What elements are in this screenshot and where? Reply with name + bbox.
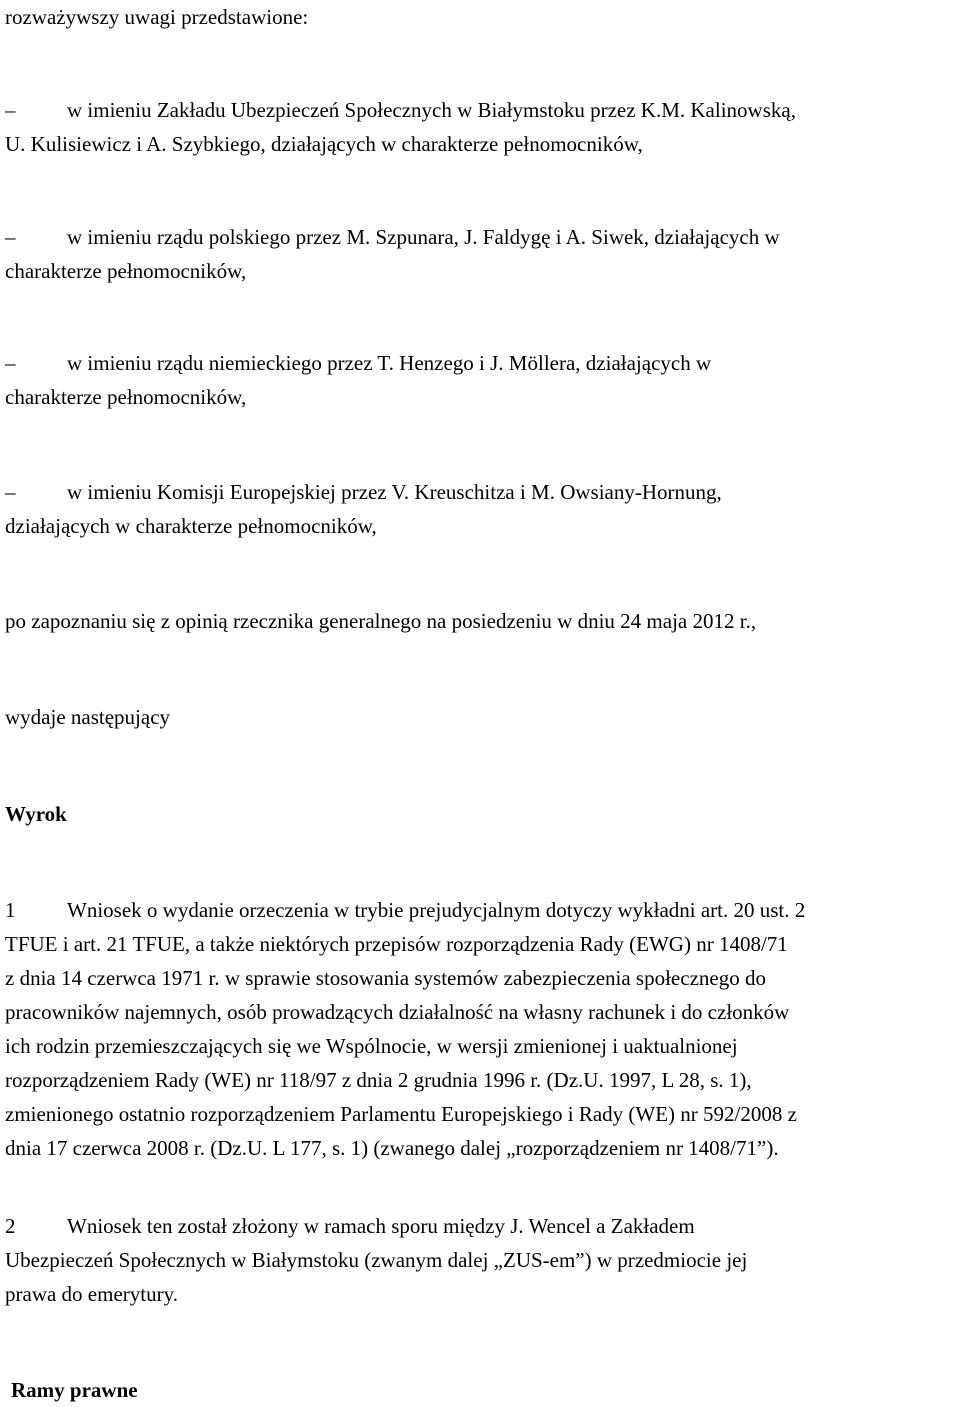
legal-framework-heading: Ramy prawne (11, 1378, 138, 1402)
paragraph-line: Ubezpieczeń Społecznych w Białymstoku (zwanym dalej „ZUS‑em”) w przedmiocie jej (5, 1248, 748, 1272)
document-page (5, 0, 957, 1406)
paragraph-1 (5, 893, 957, 1165)
paragraph-line: prawa do emerytury. (5, 1282, 178, 1306)
paragraph-line: rozporządzeniem Rady (WE) nr 118/97 z dnia 2 grudnia 1996 r. (Dz.U. 1997, L 28, s. 1), (5, 1068, 752, 1092)
paragraph-line: dnia 17 czerwca 2008 r. (Dz.U. L 177, s. 1) (zwanego dalej „rozporządzeniem nr 1408/71”). (5, 1136, 779, 1160)
paragraph-number: 1 (5, 898, 16, 922)
paragraph-2 (5, 1209, 957, 1311)
dash-bullet: – (5, 480, 16, 504)
representation-line: w imieniu rządu polskiego przez M. Szpunara, J. Faldygę i A. Siwek, działających w (67, 225, 780, 249)
paragraph-line: ich rodzin przemieszczających się we Wspólnocie, w wersji zmienionej i uaktualnionej (5, 1034, 738, 1058)
judgment-heading: Wyrok (5, 802, 67, 826)
representation-item (5, 93, 957, 161)
representation-item (5, 220, 957, 288)
ag-opinion-text: po zapoznaniu się z opinią rzecznika generalnego na posiedzeniu w dniu 24 maja 2012 r., (5, 609, 757, 633)
representation-line: w imieniu Zakładu Ubezpieczeń Społecznych w Białymstoku przez K.M. Kalinowską, (67, 98, 796, 122)
paragraph-line: TFUE i art. 21 TFUE, a także niektórych przepisów rozporządzenia Rady (EWG) nr 1408/71 (5, 932, 788, 956)
dash-bullet: – (5, 351, 16, 375)
dash-bullet: – (5, 98, 16, 122)
dash-bullet: – (5, 225, 16, 249)
paragraph-line: Wniosek ten został złożony w ramach sporu między J. Wencel a Zakładem (67, 1214, 695, 1238)
intro-text: rozważywszy uwagi przedstawione: (5, 5, 309, 29)
representation-line: działających w charakterze pełnomocników, (5, 514, 377, 538)
representation-item (5, 346, 957, 414)
representation-line: U. Kulisiewicz i A. Szybkiego, działających w charakterze pełnomocników, (5, 132, 643, 156)
representation-line: charakterze pełnomocników, (5, 259, 247, 283)
paragraph-number: 2 (5, 1214, 16, 1238)
paragraph-line: zmienionego ostatnio rozporządzeniem Parlamentu Europejskiego i Rady (WE) nr 592/2008 z (5, 1102, 797, 1126)
representation-line: charakterze pełnomocników, (5, 385, 247, 409)
representation-line: w imieniu rządu niemieckiego przez T. Henzego i J. Möllera, działających w (67, 351, 712, 375)
issues-text: wydaje następujący (5, 705, 171, 729)
representation-line: w imieniu Komisji Europejskiej przez V. Kreuschitza i M. Owsiany-Hornung, (67, 480, 722, 504)
paragraph-line: z dnia 14 czerwca 1971 r. w sprawie stosowania systemów zabezpieczenia społecznego do (5, 966, 766, 990)
paragraph-line: pracowników najemnych, osób prowadzących działalność na własny rachunek i do członków (5, 1000, 790, 1024)
paragraph-line: Wniosek o wydanie orzeczenia w trybie prejudycjalnym dotyczy wykładni art. 20 ust. 2 (67, 898, 806, 922)
representation-item (5, 475, 957, 543)
